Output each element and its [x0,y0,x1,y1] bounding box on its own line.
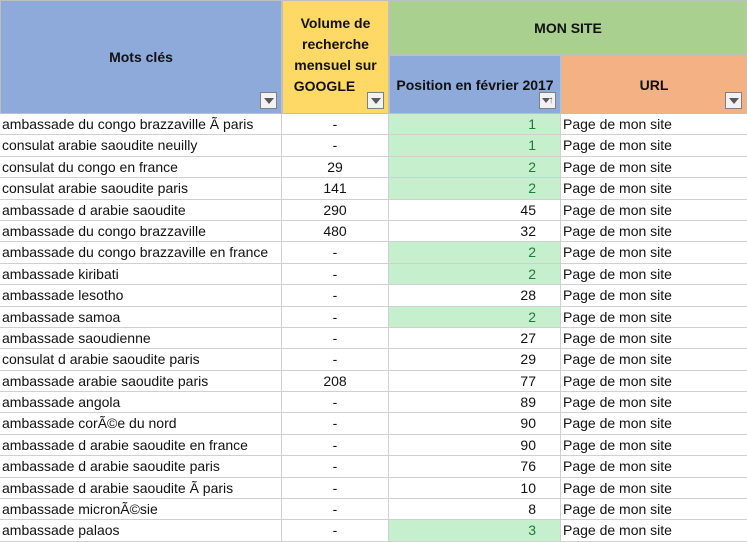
table-row[interactable] [0,371,747,392]
position-cell[interactable]: 8 [389,499,561,520]
keyword-cell[interactable]: ambassade saoudienne [0,328,282,349]
table-row[interactable] [0,221,747,242]
table-row[interactable] [0,499,747,520]
position-cell[interactable]: 90 [389,413,561,434]
volume-cell[interactable]: - [282,328,389,349]
url-cell[interactable]: Page de mon site [561,371,747,392]
table-row[interactable] [0,413,747,434]
volume-cell[interactable]: - [282,307,389,328]
header-keywords-label: Mots clés [109,49,173,65]
url-cell[interactable]: Page de mon site [561,264,747,285]
position-cell[interactable]: 2 [389,178,561,199]
filter-dropdown-icon[interactable] [260,92,277,109]
header-url-label: URL [639,76,669,93]
position-cell[interactable]: 76 [389,456,561,477]
url-cell[interactable]: Page de mon site [561,242,747,263]
volume-cell[interactable]: 208 [282,371,389,392]
table-row[interactable] [0,200,747,221]
keyword-cell[interactable]: consulat arabie saoudite paris [0,178,282,199]
header-volume-line: mensuel sur [294,57,377,73]
url-cell[interactable]: Page de mon site [561,135,747,156]
position-cell[interactable]: 90 [389,435,561,456]
filter-dropdown-icon[interactable] [725,92,742,109]
volume-cell[interactable]: 290 [282,200,389,221]
header-url[interactable] [561,55,747,114]
header-keywords[interactable] [0,0,282,114]
keyword-cell[interactable]: ambassade d arabie saoudite en france [0,435,282,456]
position-cell[interactable]: 2 [389,307,561,328]
table-row[interactable] [0,435,747,456]
position-cell[interactable]: 1 [389,135,561,156]
url-cell[interactable]: Page de mon site [561,499,747,520]
table-row[interactable] [0,328,747,349]
volume-cell[interactable]: - [282,114,389,135]
keyword-cell[interactable]: ambassade samoa [0,307,282,328]
volume-cell[interactable]: - [282,520,389,541]
keyword-cell[interactable]: ambassade micronÃ©sie [0,499,282,520]
url-cell[interactable]: Page de mon site [561,157,747,178]
volume-cell[interactable]: - [282,285,389,306]
position-cell[interactable]: 29 [389,349,561,370]
header-position[interactable] [389,55,561,114]
table-row[interactable] [0,392,747,413]
position-cell[interactable]: 32 [389,221,561,242]
keyword-cell[interactable]: ambassade corÃ©e du nord [0,413,282,434]
table-row[interactable] [0,242,747,263]
keyword-cell[interactable]: consulat d arabie saoudite paris [0,349,282,370]
table-row[interactable] [0,135,747,156]
keyword-cell[interactable]: ambassade lesotho [0,285,282,306]
header-site-label: MON SITE [534,19,602,36]
url-cell[interactable]: Page de mon site [561,221,747,242]
header-volume-label [294,13,377,97]
table-row[interactable] [0,285,747,306]
keyword-cell[interactable]: ambassade du congo brazzaville en france [0,242,282,263]
header-volume-line: recherche [302,36,369,52]
volume-cell[interactable]: - [282,456,389,477]
header-volume-line: GOOGLE [293,78,356,94]
url-cell[interactable]: Page de mon site [561,285,747,306]
position-cell[interactable]: 1 [389,114,561,135]
position-cell[interactable]: 28 [389,285,561,306]
position-cell[interactable]: 77 [389,371,561,392]
table-row[interactable] [0,157,747,178]
table-row[interactable] [0,264,747,285]
header-volume[interactable] [282,0,389,114]
url-cell[interactable]: Page de mon site [561,520,747,541]
table-row[interactable] [0,520,747,541]
url-cell[interactable]: Page de mon site [561,413,747,434]
filter-dropdown-icon[interactable] [367,92,384,109]
volume-cell[interactable]: - [282,264,389,285]
table-row[interactable] [0,178,747,199]
url-cell[interactable]: Page de mon site [561,392,747,413]
keyword-cell[interactable]: consulat du congo en france [0,157,282,178]
url-cell[interactable]: Page de mon site [561,435,747,456]
volume-cell[interactable]: - [282,413,389,434]
keyword-cell[interactable]: ambassade arabie saoudite paris [0,371,282,392]
volume-cell[interactable]: - [282,435,389,456]
table-row[interactable] [0,456,747,477]
keyword-cell[interactable]: ambassade du congo brazzaville Ã paris [0,114,282,135]
table-row[interactable] [0,307,747,328]
keyword-cell[interactable]: consulat arabie saoudite neuilly [0,135,282,156]
keyword-cell[interactable]: ambassade d arabie saoudite Ã paris [0,478,282,499]
keyword-cell[interactable]: ambassade palaos [0,520,282,541]
keyword-cell[interactable]: ambassade d arabie saoudite paris [0,456,282,477]
url-cell[interactable]: Page de mon site [561,178,747,199]
position-cell[interactable]: 89 [389,392,561,413]
table-row[interactable] [0,478,747,499]
position-cell[interactable]: 2 [389,157,561,178]
header-position-label: Position en février 2017 [396,76,554,93]
volume-cell[interactable]: - [282,242,389,263]
url-cell[interactable]: Page de mon site [561,200,747,221]
table-body [0,114,747,542]
volume-cell[interactable]: 480 [282,221,389,242]
keyword-cell[interactable]: ambassade d arabie saoudite [0,200,282,221]
volume-cell[interactable]: 141 [282,178,389,199]
position-cell[interactable]: 45 [389,200,561,221]
header-site[interactable] [389,0,747,55]
volume-cell[interactable]: - [282,135,389,156]
volume-cell[interactable]: - [282,478,389,499]
url-cell[interactable]: Page de mon site [561,307,747,328]
position-cell[interactable]: 27 [389,328,561,349]
url-cell[interactable]: Page de mon site [561,114,747,135]
keyword-cell[interactable]: ambassade kiribati [0,264,282,285]
url-cell[interactable]: Page de mon site [561,328,747,349]
header-volume-line: Volume de [300,15,371,31]
url-cell[interactable]: Page de mon site [561,478,747,499]
position-cell[interactable]: 10 [389,478,561,499]
volume-cell[interactable]: - [282,499,389,520]
volume-cell[interactable]: - [282,392,389,413]
volume-cell[interactable]: - [282,349,389,370]
position-cell[interactable]: 2 [389,264,561,285]
url-cell[interactable]: Page de mon site [561,349,747,370]
position-cell[interactable]: 2 [389,242,561,263]
volume-cell[interactable]: 29 [282,157,389,178]
url-cell[interactable]: Page de mon site [561,456,747,477]
keyword-cell[interactable]: ambassade angola [0,392,282,413]
table-row[interactable] [0,114,747,135]
keyword-cell[interactable]: ambassade du congo brazzaville [0,221,282,242]
sort-ascending-icon[interactable]: ↑ [539,92,556,109]
position-cell[interactable]: 3 [389,520,561,541]
table-row[interactable] [0,349,747,370]
